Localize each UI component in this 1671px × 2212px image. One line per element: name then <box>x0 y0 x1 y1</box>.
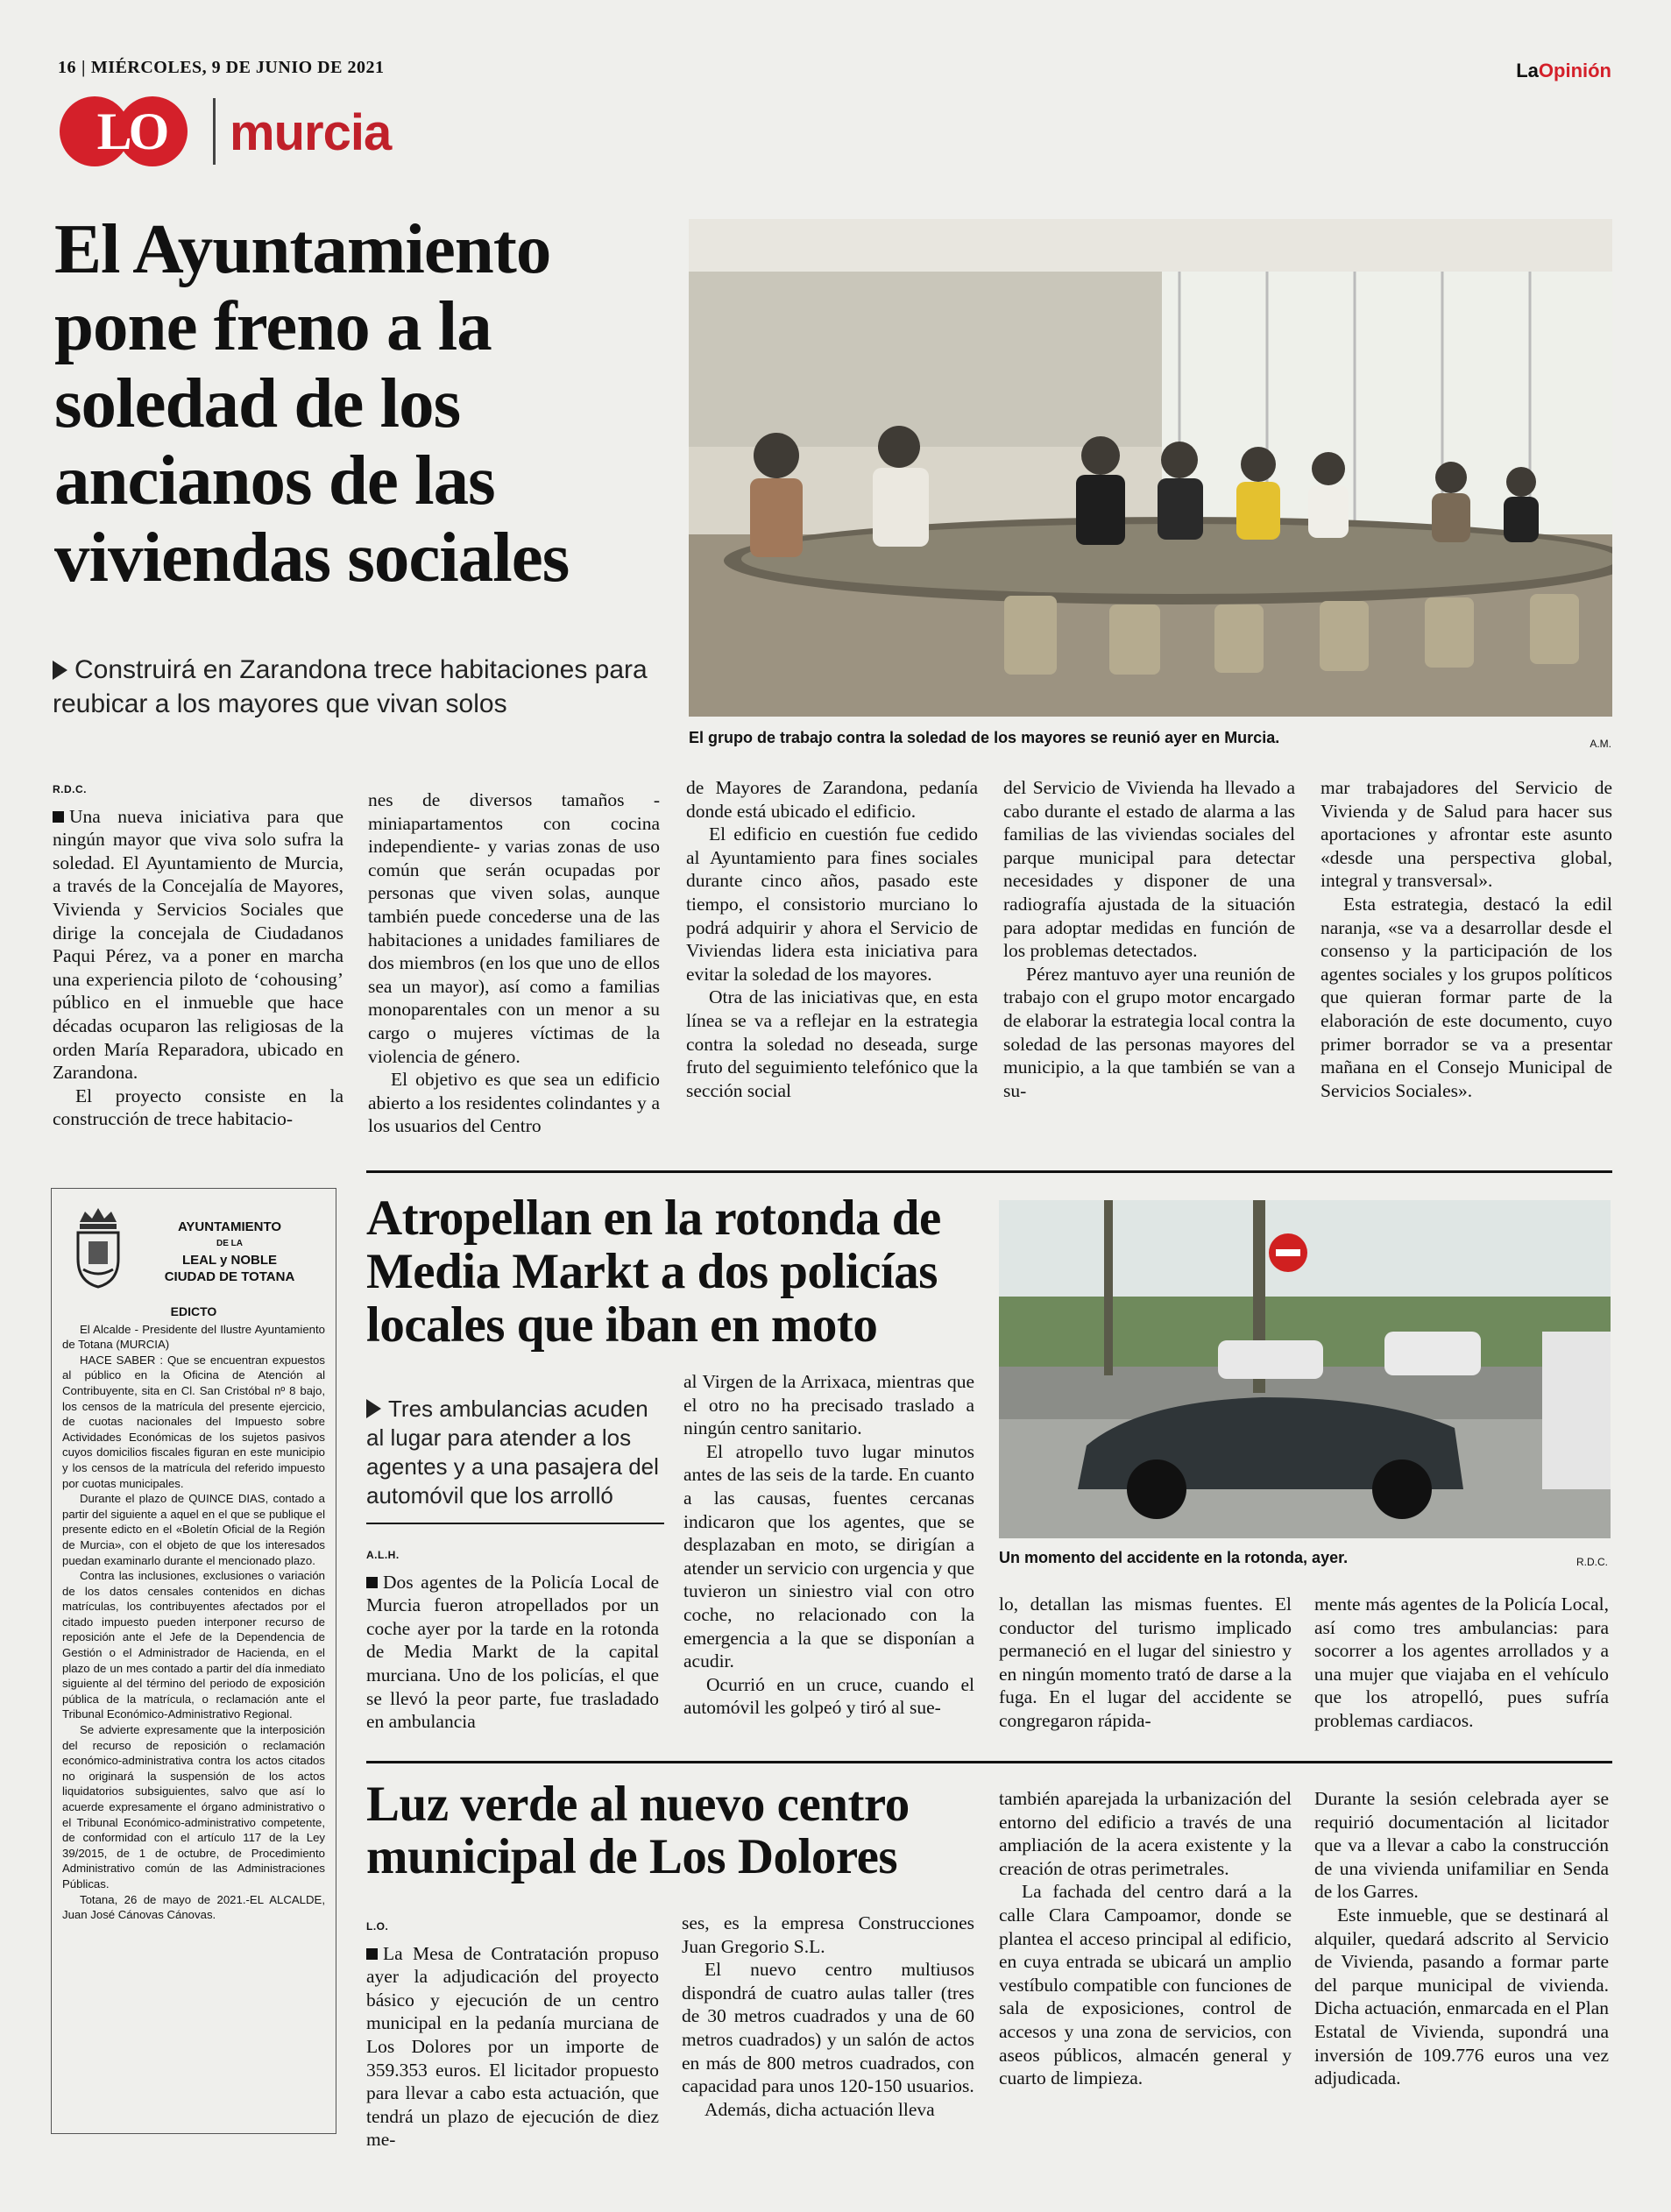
article2-column-1 <box>366 1544 659 1734</box>
section-divider <box>366 1170 1612 1173</box>
square-bullet-icon <box>53 811 64 823</box>
paragraph: El nuevo centro multiusos dispondrá de cuatro aulas taller (tres de 30 metros cuadrados y una de 60 metros cuadrados) y un salón de actos en más de 800 metros cuadrados, con capacidad para unos 120-150 usuarios. <box>682 1959 974 2097</box>
article3-column-2 <box>682 1912 974 2121</box>
paragraph: La Mesa de Contratación propuso ayer la adjudicación del proyecto básico y ejecución de un centro municipal en la pedanía murciana de Los Dolores por un importe de 359.353 euros. El licitador propuesto para llevar a cabo esta actuación, que tendrá un plazo de ejecución de diez me- <box>366 1942 659 2151</box>
page-header-date: 16 | MIÉRCOLES, 9 DE JUNIO DE 2021 <box>58 58 385 77</box>
paragraph: Una nueva iniciativa para que ningún mayor que viva solo sufra la soledad. El Ayuntamiento de Murcia, a través de la Concejalía de Mayores, Vivienda y Servicios Sociales que dirige la concejala de Ciudadanos Paqui Pérez, va a poner en marcha una experiencia piloto de ‘cohousing’ público en el inmueble que hace décadas ocuparon las religiosas de la orden María Reparadora, ubicado en Zarandona. <box>53 805 343 1084</box>
paragraph: Ocurrió en un cruce, cuando el automóvil les golpeó y tiró al sue- <box>683 1673 974 1719</box>
triangle-bullet-icon <box>53 661 67 680</box>
article1-column-2 <box>368 788 660 1138</box>
paragraph: al Virgen de la Arrixaca, mientras que el otro no ha precisado traslado a ningún centro sanitario. <box>683 1371 974 1439</box>
newspaper-brand <box>1516 60 1611 82</box>
paragraph: Durante la sesión celebrada ayer se requirió documentación al licitador que va a llevar a cabo la construcción de una vivienda unifamiliar en Senda de los Garres. <box>1314 1788 1609 1903</box>
lo-logo <box>58 95 205 168</box>
article1-headline: El Ayuntamiento pone freno a la soledad de los ancianos de las viviendas sociales <box>54 209 570 597</box>
paragraph: Esta estrategia, destacó la edil naranja, «se va a desarrollar desde el consenso y la participación de los agentes sociales y los grupos políticos que quieran formar parte de la elaboración de este documento, cuyo primer borrador se va a presentar mañana en el Consejo Municipal de Servicios Sociales». <box>1321 893 1612 1101</box>
edicto-box <box>51 1188 336 2134</box>
paragraph: ses, es la empresa Construcciones Juan Gregorio S.L. <box>682 1912 974 1957</box>
paragraph: nes de diversos tamaños -miniapartamentos con cocina independiente- y varias zonas de uso común que serán ocupadas por personas que viven solas, aunque también puede concederse una de las habitaciones a unidades familiares de dos miembros (en los que uno de ellos sea un mayor), así como a familias monoparentales con un menor a su cargo o mujeres víctimas de la violencia de género. <box>368 789 660 1067</box>
square-bullet-icon <box>366 1948 378 1960</box>
article1-column-1 <box>53 778 343 1131</box>
article3-column-4 <box>1314 1787 1609 2090</box>
section-title: murcia <box>230 104 392 161</box>
paragraph: Este inmueble, que se destinará al alquiler, quedará adscrito al Servicio de Vivienda, pasando a formar parte del parque municipal de vivienda. Dicha actuación, enmarcada en el Plan Estatal de Vivienda, supondrá una inversión de 109.776 euros una vez adjudicada. <box>1314 1904 1609 2089</box>
paragraph: El atropello tuvo lugar minutos antes de las seis de la tarde. En cuanto a las causas, fuentes cercanas indicaron que los agentes, que se desplazaban en moto, se dirigían a atender un servicio con urgencia y que tuvieron un siniestro vial con otro coche, no relacionado con la emergencia a la que se disponían a acudir. <box>683 1440 974 1672</box>
paragraph: lo, detallan las mismas fuentes. El conductor del turismo implicado permaneció en el lugar del siniestro y en ningún momento trató de darse a la fuga. En el lugar del accidente se congregaron rápida- <box>999 1594 1292 1731</box>
article1-column-5 <box>1321 776 1612 1102</box>
article1-subhead: Construirá en Zarandona trece habitaciones para reubicar a los mayores que vivan solos <box>53 655 648 718</box>
header-divider <box>213 98 216 165</box>
article1-photo-caption: El grupo de trabajo contra la soledad de los mayores se reunió ayer en Murcia. <box>689 729 1280 746</box>
article2-byline: A.L.H. <box>366 1549 400 1561</box>
article3-headline: Luz verde al nuevo centro municipal de Los Dolores <box>366 1777 910 1884</box>
paragraph: mar trabajadores del Servicio de Vivienda y de Salud para hacer sus aportaciones y afrontar este asunto «desde una perspectiva global, integral y transversal». <box>1321 777 1612 892</box>
article1-byline: R.D.C. <box>53 783 87 795</box>
article2-column-4 <box>1314 1593 1609 1733</box>
article1-column-3 <box>686 776 978 1102</box>
divider-line <box>366 1523 664 1524</box>
paragraph: El objetivo es que sea un edificio abierto a los residentes colindantes y a los usuarios del Centro <box>368 1069 660 1137</box>
article2-photo-credit: R.D.C. <box>1576 1556 1608 1568</box>
paragraph: de Mayores de Zarandona, pedanía donde está ubicado el edificio. <box>686 777 978 822</box>
paragraph: Además, dicha actuación lleva <box>705 2098 935 2120</box>
article2-column-2 <box>683 1370 974 1720</box>
meeting-photo <box>689 219 1612 717</box>
article2-headline: Atropellan en la rotonda de Media Markt a dos policías locales que iban en moto <box>366 1191 941 1353</box>
accident-photo <box>999 1200 1611 1538</box>
brand-opinion: Opinión <box>1538 60 1611 81</box>
section-divider <box>366 1761 1612 1763</box>
article1-photo-credit: A.M. <box>1590 738 1611 750</box>
edicto-header: AYUNTAMIENTO DE LA LEAL y NOBLE CIUDAD DE TOTANA <box>164 1219 295 1284</box>
article2-column-3 <box>999 1593 1292 1733</box>
paragraph: del Servicio de Vivienda ha llevado a cabo durante el estado de alarma a las familias de las viviendas sociales del parque municipal para detectar necesidades y disponer de una radiografía ajustada de la situación para adoptar medidas en función de los problemas detectados. <box>1003 777 1295 962</box>
edicto-label: EDICTO <box>170 1304 217 1318</box>
paragraph: Otra de las iniciativas que, en esta línea se va a reflejar en la estrategia contra la soledad no deseada, surge fruto del seguimiento telefónico que la sección social <box>686 986 978 1101</box>
brand-la: La <box>1516 60 1539 81</box>
paragraph: también aparejada la urbanización del entorno del edificio a través de una ampliación de la acera existente y la creación de otras perimetrales. <box>999 1788 1292 1879</box>
paragraph: Pérez mantuvo ayer una reunión de trabajo con el grupo motor encargado de elaborar la estrategia local contra la soledad de las personas mayores del municipio, a la que también se van a su- <box>1003 963 1295 1101</box>
paragraph: El proyecto consiste en la construcción de trece habitacio- <box>53 1085 343 1130</box>
article3-column-3 <box>999 1787 1292 2090</box>
paragraph: La fachada del centro dará a la calle Clara Campoamor, donde se plantea el acceso principal al edificio, en cuya entrada se ubicará un amplio vestíbulo compatible con funciones de sala de exposiciones, control de accesos y una zona de servicios, con aseos públicos, almacén general y cuarto de limpieza. <box>999 1881 1292 2089</box>
lo-logo-text: LO <box>96 102 166 160</box>
paragraph: mente más agentes de la Policía Local, así como tres ambulancias: para socorrer a los agentes arrollados y a una mujer que viajaba en el vehículo que los atropelló, pues sufría problemas cardiacos. <box>1314 1594 1609 1731</box>
article3-byline: L.O. <box>366 1920 389 1933</box>
edicto-body: EDICTO El Alcalde - Presidente del Ilustre Ayuntamiento de Totana (MURCIA) HACE SABER : Que se encuentran expuestos al público en la Oficina de Atención al Contribuyente, sita en Cl. San Cristóbal nº 8 bajo, los censos de la matrícula del presente ejercicio, de cuotas nacionales del Impuesto sobre Actividades Económicas de los sujetos pasivos cuyos domicilios fiscales figuran en este municipio y los censos de la matrícula del referido impuesto por cuotas municipales. Durante el plazo de QUINCE DIAS, contado a partir del siguiente a aquel en el que se publique el presente edicto en el «Boletín Oficial de la Región de Murcia», con el objeto de que los interesados puedan examinarlo durante el mencionado plazo. Contra las inclusiones, exclusiones o variación de los datos censales contenidos en dichas matrículas, los contribuyentes afectados por el citado impuesto pueden interponer recurso de reposición ante el Jefe de la Dependencia de Gestión o el Administrador de Hacienda, en el plazo de un mes contado a partir del día inmediato siguiente al del término del periodo de exposición pública de la matrícula, o reclamación ante el Tribunal Económico-Administrativo Regional. Se advierte expresamente que la interposición del recurso de reposición o reclamación económico-administrativa contra los actos citados no originará la suspensión de los actos liquidatorios subsiguientes, salvo que así lo acuerde expresamente el órgano administrativo o el Tribunal Económico-administrativo competente, de conformidad con el artículo 117 de la Ley 39/2015, de 1 de octubre, de Procedimiento Administrativo común de las Administraciones Públicas. Totana, 26 de mayo de 2021.-EL ALCALDE, Juan José Cánovas Cánovas. <box>62 1304 325 1922</box>
coat-of-arms-icon <box>71 1203 125 1290</box>
article3-column-1 <box>366 1915 659 2152</box>
article2-photo-caption: Un momento del accidente en la rotonda, ayer. <box>999 1549 1349 1566</box>
paragraph: Dos agentes de la Policía Local de Murcia fueron atropellados por un coche ayer por la tarde en la rotonda de Media Markt de la capital murciana. Uno de los policías, el que se llevó la peor parte, fue trasladado en ambulancia <box>366 1571 659 1733</box>
paragraph: El edificio en cuestión fue cedido al Ayuntamiento para fines sociales durante cinco años, pasado este tiempo, el consistorio murciano lo podrá adquirir y ahora el Servicio de Viviendas lidera esta iniciativa para evitar la soledad de los mayores. <box>686 823 978 985</box>
triangle-bullet-icon <box>366 1399 381 1418</box>
square-bullet-icon <box>366 1577 378 1588</box>
article1-column-4 <box>1003 776 1295 1102</box>
page-number: 16 <box>58 58 76 77</box>
article2-subhead: Tres ambulancias acuden al lugar para atender a los agentes y a una pasajera del automóvil que los arrolló <box>366 1396 659 1509</box>
issue-date: MIÉRCOLES, 9 DE JUNIO DE 2021 <box>90 58 385 77</box>
